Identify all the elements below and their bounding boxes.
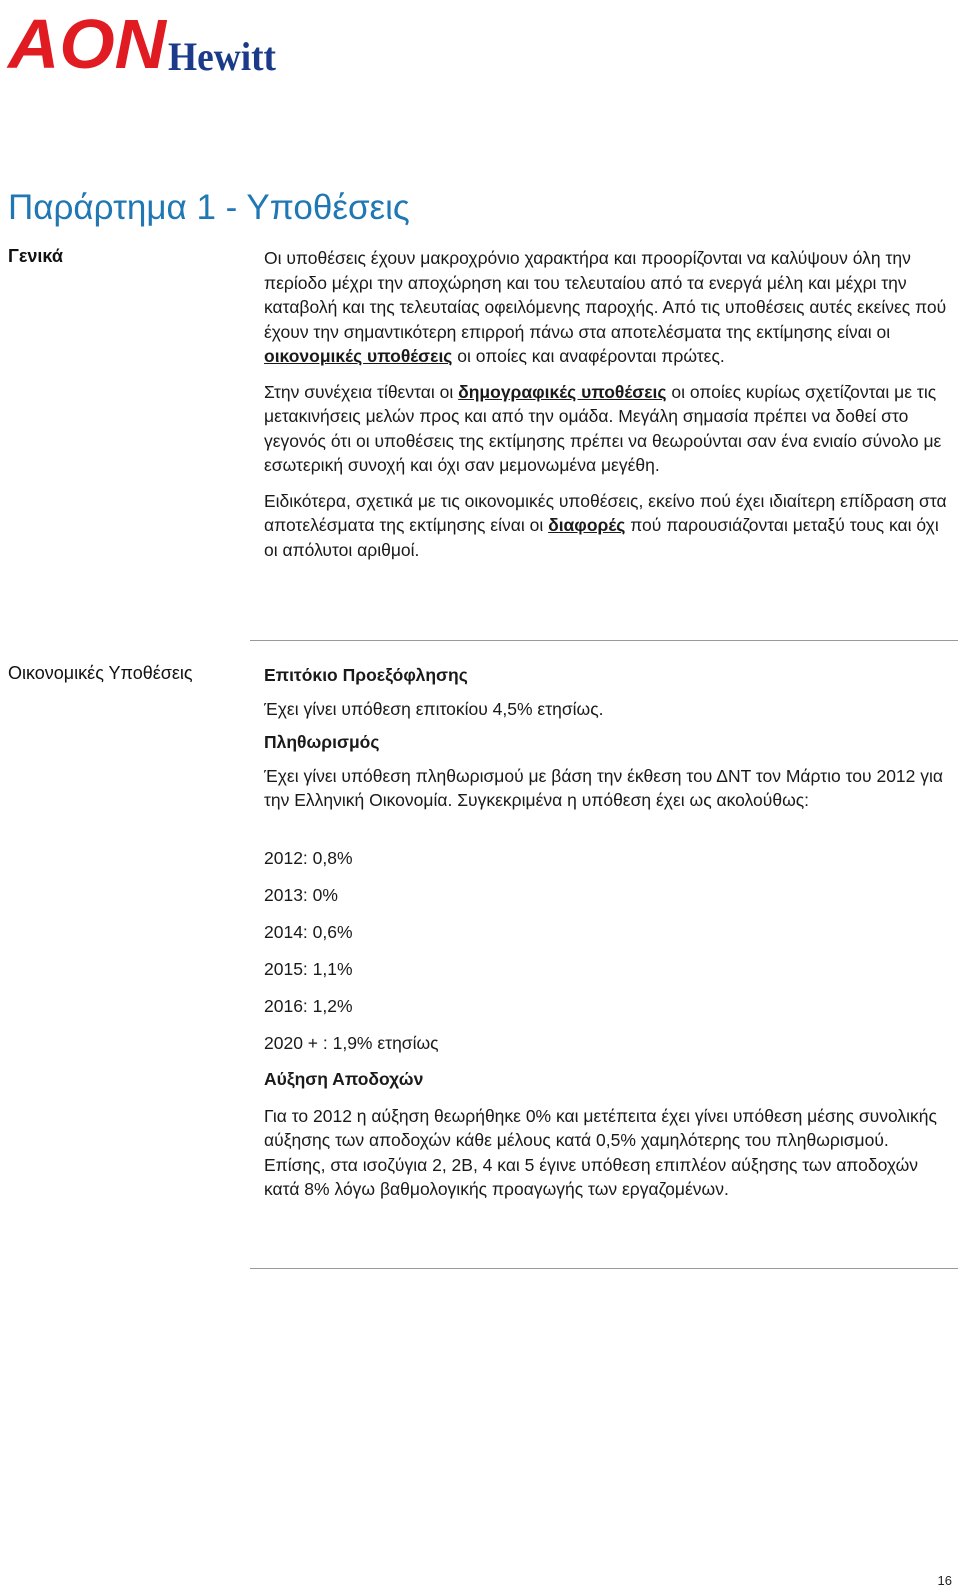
section-divider	[250, 640, 958, 641]
salary-increase-heading: Αύξηση Αποδοχών	[264, 1069, 424, 1089]
inflation-heading: Πληθωρισμός	[264, 732, 380, 752]
general-paragraph-3: Ειδικότερα, σχετικά με τις οικονομικές υποθέσεις, εκείνο πού έχει ιδιαίτερη επίδραση στα αποτελέσματα της εκτίμησης είναι οι διαφορές πού παρουσιάζονται μεταξύ τους και όχι οι απόλυτοι αριθμοί.	[264, 490, 947, 560]
inflation-rate-item: 2015: 1,1%	[264, 959, 353, 979]
discount-rate-heading: Επιτόκιο Προεξόφλησης	[264, 665, 468, 685]
demographic-assumptions-emphasis: δημογραφικές υποθέσεις	[458, 381, 667, 402]
economic-intro	[264, 663, 956, 813]
inflation-rate-item: 2016: 1,2%	[264, 996, 353, 1016]
general-paragraph-2: Στην συνέχεια τίθενται οι δημογραφικές υποθέσεις οι οποίες κυρίως σχετίζονται με τις μετακινήσεις μελών προς και από την ομάδα. Μεγάλη σημασία πρέπει να δοθεί στο γεγονός ότι οι υποθέσεις της εκτίμησης πρέπει να θεωρούνται σαν ένα ενιαίο σύνολο με εσωτερική συνοχή και όχι σαν μεμονωμένα μεγέθη.	[264, 381, 942, 475]
inflation-rate-item: 2012: 0,8%	[264, 848, 353, 868]
aon-hewitt-logo	[6, 4, 278, 76]
inflation-rate-item: 2014: 0,6%	[264, 922, 353, 942]
page-number: 16	[937, 1573, 952, 1588]
economic-assumptions-emphasis: οικονομικές υποθέσεις	[264, 346, 453, 366]
general-paragraph-1: Οι υποθέσεις έχουν μακροχρόνιο χαρακτήρα και προορίζονται να καλύψουν όλη την περίοδο μέχρι την αποχώρηση και του τελευταίου από τα ενεργά μέλη και μέχρι την καταβολή και της τελευταίας οφειλόμενης παροχής. Από τις υποθέσεις αυτές εκείνες πού έχουν την σημαντικότερη επιρροή πάνω στα αποτελέσματα της εκτίμησης είναι οι οικονομικές υποθέσεις οι οποίες και αναφέρονται πρώτες.	[264, 248, 947, 366]
logo-brand: AON	[6, 5, 168, 76]
general-text	[264, 246, 956, 562]
logo-subbrand: Hewitt	[168, 34, 277, 76]
discount-rate-text: Έχει γίνει υπόθεση επιτοκίου 4,5% ετησίως.	[264, 698, 604, 719]
salary-increase-text-1: Για το 2012 η αύξηση θεωρήθηκε 0% και μετέπειτα έχει γίνει υπόθεση μέσης συνολικής αύξησης των αποδοχών κάθε μέλους κατά 0,5% χαμηλότερης του πληθωρισμού.	[264, 1105, 937, 1150]
inflation-rate-item: 2020 + : 1,9% ετησίως	[264, 1033, 439, 1053]
economic-heading: Οικονομικές Υποθέσεις	[8, 663, 193, 683]
differences-emphasis: διαφορές	[548, 515, 626, 535]
general-heading: Γενικά	[8, 246, 63, 266]
section-divider	[250, 1268, 958, 1269]
inflation-text: Έχει γίνει υπόθεση πληθωρισμού με βάση την έκθεση του ΔΝΤ τον Μάρτιο του 2012 για την Ελληνική Οικονομία. Συγκεκριμένα η υπόθεση έχει ως ακολούθως:	[264, 765, 944, 810]
salary-increase-text-2: Επίσης, στα ισοζύγια 2, 2Β, 4 και 5 έγινε υπόθεση επιπλέον αύξησης των αποδοχών κατά 8% λόγω βαθμολογικής προαγωγής των εργαζομένων.	[264, 1154, 919, 1199]
page-title: Παράρτημα 1 - Υποθέσεις	[8, 188, 410, 227]
salary-section	[264, 1067, 956, 1202]
inflation-rate-item: 2013: 0%	[264, 885, 338, 905]
